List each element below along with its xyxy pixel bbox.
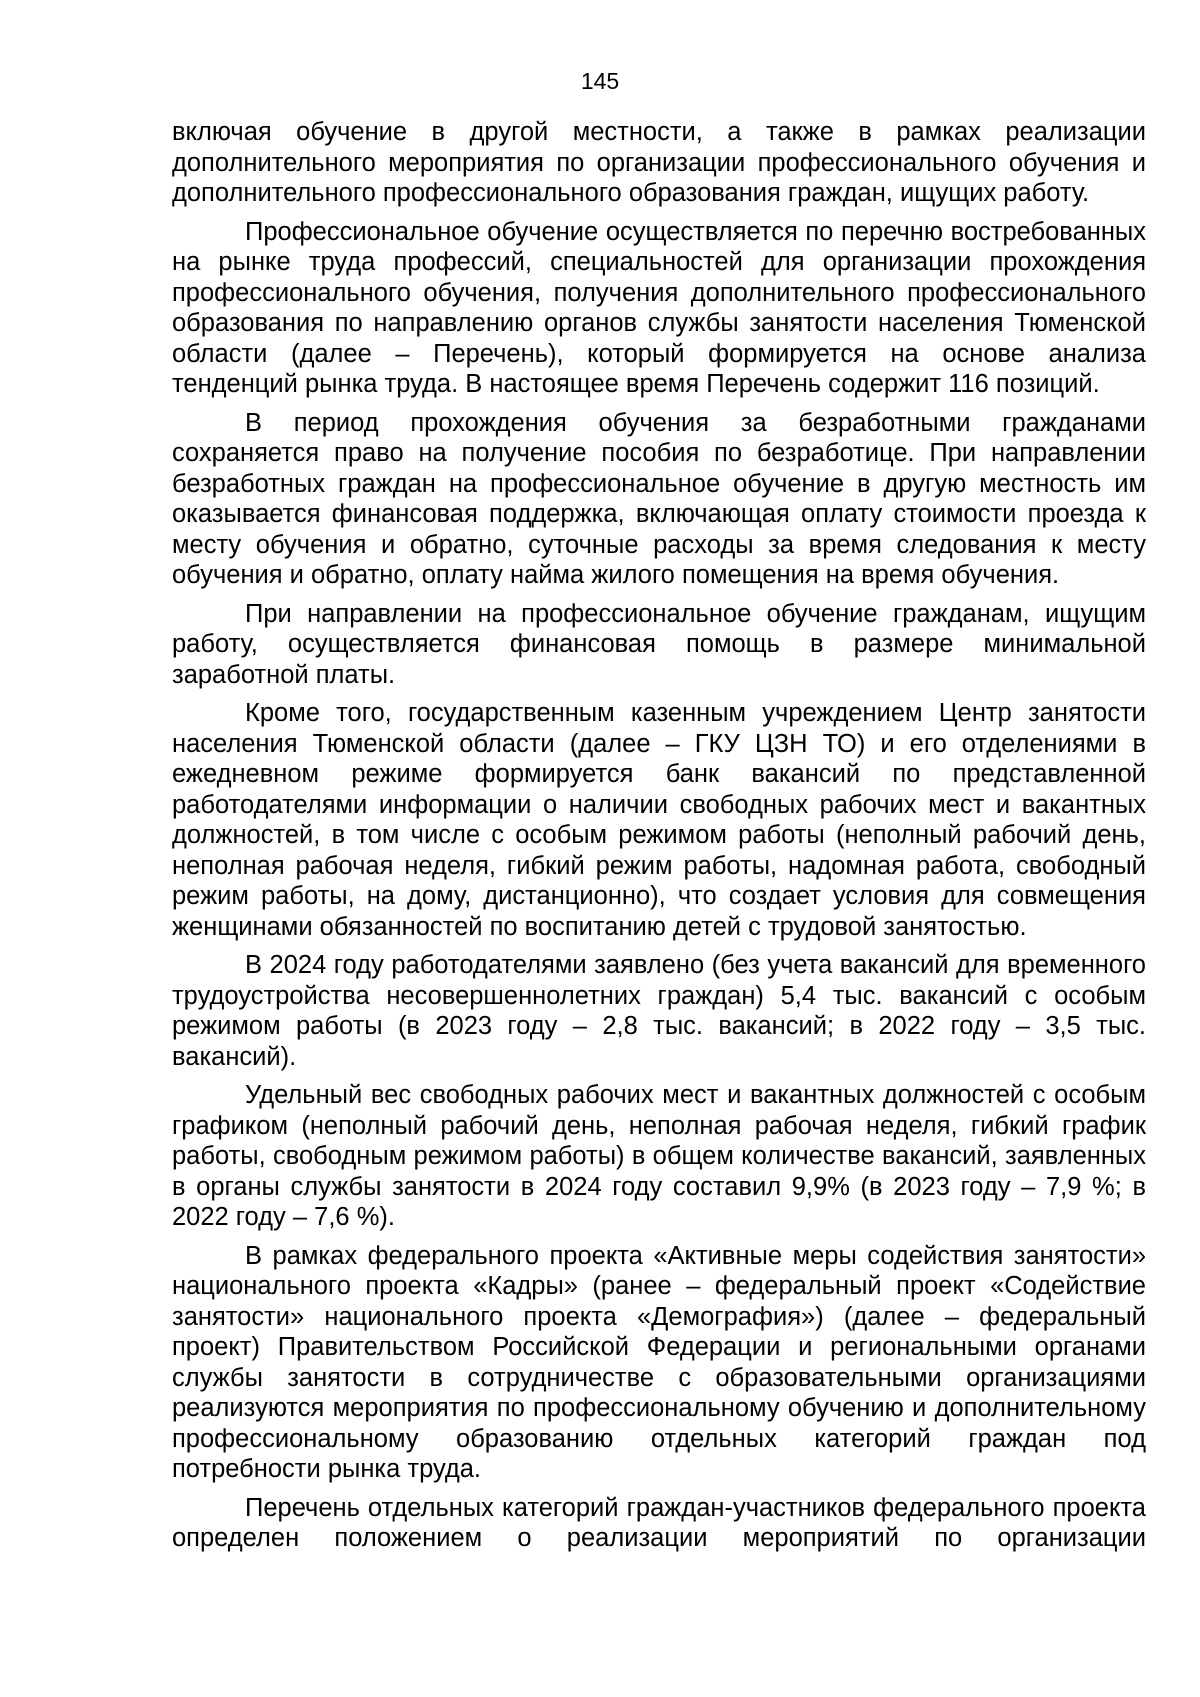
paragraph: Профессиональное обучение осуществляется по перечню востребованных на рынке труда профессий, специальностей для организации прохождения профессионального обучения, получения дополнительного профессионального образования по направлению органов службы занятости населения Тюменской области (далее – Перечень), который формируется на основе анализа тенденций рынка труда. В настоящее время Перечень содержит 116 позиций. xyxy=(172,217,1146,398)
paragraph: В 2024 году работодателями заявлено (без учета вакансий для временного трудоустройства несовершеннолетних граждан) 5,4 тыс. вакансий с особым режимом работы (в 2023 году – 2,8 тыс. вакансий; в 2022 году – 3,5 тыс. вакансий). xyxy=(172,951,1146,1071)
paragraph: При направлении на профессиональное обучение гражданам, ищущим работу, осуществляется финансовая помощь в размере минимальной заработной платы. xyxy=(172,599,1146,689)
page-number: 145 xyxy=(580,68,620,94)
body-text xyxy=(172,117,1146,1562)
paragraph: В период прохождения обучения за безработными гражданами сохраняется право на получение пособия по безработице. При направлении безработных граждан на профессиональное обучение в другую местность им оказывается финансовая поддержка, включающая оплату стоимости проезда к месту обучения и обратно, суточные расходы за время следования к месту обучения и обратно, оплату найма жилого помещения на время обучения. xyxy=(172,408,1146,589)
paragraph: Перечень отдельных категорий граждан-участников федерального проекта определен положением о реализации мероприятий по организации xyxy=(172,1493,1146,1552)
paragraph: включая обучение в другой местности, а также в рамках реализации дополнительного мероприятия по организации профессионального обучения и дополнительного профессионального образования граждан, ищущих работу. xyxy=(172,118,1146,207)
paragraph: Кроме того, государственным казенным учреждением Центр занятости населения Тюменской области (далее – ГКУ ЦЗН ТО) и его отделениями в ежедневном режиме формируется банк вакансий по представленной работодателями информации о наличии свободных рабочих мест и вакантных должностей, в том числе с особым режимом работы (неполный рабочий день, неполная рабочая неделя, гибкий режим работы, надомная работа, свободный режим работы, на дому, дистанционно), что создает условия для совмещения женщинами обязанностей по воспитанию детей с трудовой занятостью. xyxy=(172,699,1146,941)
paragraph: Удельный вес свободных рабочих мест и вакантных должностей с особым графиком (неполный рабочий день, неполная рабочая неделя, гибкий график работы, свободным режимом работы) в общем количестве вакансий, заявленных в органы службы занятости в 2024 году составил 9,9% (в 2023 году – 7,9 %; в 2022 году – 7,6 %). xyxy=(172,1081,1146,1231)
paragraph: В рамках федерального проекта «Активные меры содействия занятости» национального проекта «Кадры» (ранее – федеральный проект «Содействие занятости» национального проекта «Демография») (далее – федеральный проект) Правительством Российской Федерации и региональными органами службы занятости в сотрудничестве с образовательными организациями реализуются мероприятия по профессиональному обучению и дополнительному профессиональному образованию отдельных категорий граждан под потребности рынка труда. xyxy=(172,1241,1146,1483)
